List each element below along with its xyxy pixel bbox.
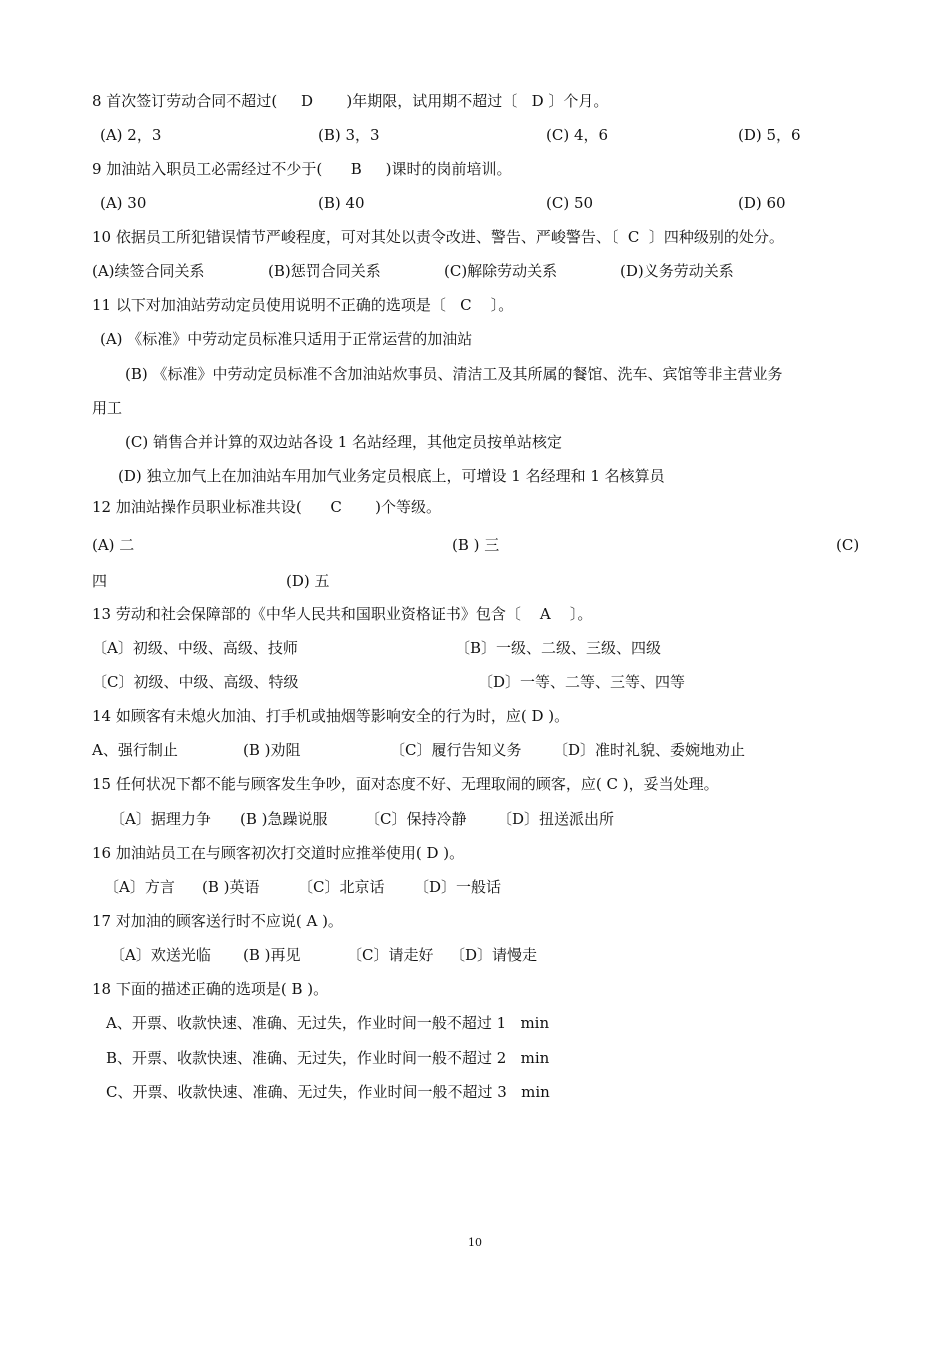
question-11-option-d: (D) 独立加气上在加油站车用加气业务定员根底上，可增设 1 名经理和 1 名核算员	[118, 467, 665, 485]
question-17-option-b: (B )再见	[243, 946, 301, 964]
question-14-option-a: A、强行制止	[92, 741, 178, 759]
question-9-stem: 9 加油站入职员工必需经过不少于( B )课时的岗前培训。	[92, 160, 512, 178]
question-12-option-d: (D) 五	[286, 572, 330, 590]
question-8-option-a: (A) 2，3	[100, 126, 162, 144]
question-17-option-a: 〔A〕欢送光临	[110, 946, 211, 964]
question-9-option-b: (B) 40	[318, 194, 365, 212]
question-15-option-b: (B )急躁说服	[240, 810, 328, 828]
question-15-option-a: 〔A〕据理力争	[110, 810, 211, 828]
question-12-stem: 12 加油站操作员职业标准共设( C )个等级。	[92, 498, 442, 516]
question-13-stem: 13 劳动和社会保障部的《中华人民共和国职业资格证书》包含〔 A 〕。	[92, 605, 593, 623]
question-11-option-b-continued: 用工	[92, 399, 123, 417]
question-10-option-d: (D)义务劳动关系	[620, 262, 734, 280]
question-13-option-b: 〔B〕一级、二级、三级、四级	[455, 639, 662, 657]
question-13-option-d: 〔D〕一等、二等、三等、四等	[478, 673, 686, 691]
question-8-option-d: (D) 5，6	[738, 126, 801, 144]
question-14-option-d: 〔D〕准时礼貌、委婉地劝止	[553, 741, 746, 759]
question-17-option-d: 〔D〕请慢走	[450, 946, 538, 964]
page-number: 10	[468, 1236, 482, 1249]
question-9-option-d: (D) 60	[738, 194, 786, 212]
question-8-option-b: (B) 3，3	[318, 126, 380, 144]
question-15-option-d: 〔D〕扭送派出所	[497, 810, 615, 828]
question-12-option-c-continued: 四	[92, 572, 108, 590]
question-10-option-c: (C)解除劳动关系	[444, 262, 558, 280]
question-15-stem: 15 任何状况下都不能与顾客发生争吵，面对态度不好、无理取闹的顾客，应( C )，妥当处理。	[92, 775, 719, 793]
question-18-option-b: B、开票、收款快速、准确、无过失，作业时间一般不超过 2 min	[106, 1049, 550, 1067]
question-12-option-a: (A) 二	[92, 536, 135, 554]
question-14-option-c: 〔C〕履行告知义务	[390, 741, 522, 759]
question-16-option-a: 〔A〕方言	[104, 878, 175, 896]
question-13-option-c: 〔C〕初级、中级、高级、特级	[92, 673, 299, 691]
question-8-option-c: (C) 4，6	[546, 126, 609, 144]
question-11-option-a: (A) 《标准》中劳动定员标准只适用于正常运营的加油站	[100, 330, 473, 348]
question-10-stem: 10 依据员工所犯错误情节严峻程度，可对其处以责令改进、警告、严峻警告、〔 C 〕四种级别的处分。	[92, 228, 784, 246]
question-8-stem: 8 首次签订劳动合同不超过( D )年期限，试用期不超过〔 D 〕个月。	[92, 92, 609, 110]
question-14-stem: 14 如顾客有未熄火加油、打手机或抽烟等影响安全的行为时，应( D )。	[92, 707, 570, 725]
question-12-option-c: (C)	[836, 536, 860, 554]
question-11-option-c: (C) 销售合并计算的双边站各设 1 名站经理，其他定员按单站核定	[125, 433, 563, 451]
question-13-option-a: 〔A〕初级、中级、高级、技师	[92, 639, 298, 657]
question-18-option-a: A、开票、收款快速、准确、无过失，作业时间一般不超过 1 min	[106, 1014, 550, 1032]
question-10-option-b: (B)惩罚合同关系	[268, 262, 381, 280]
question-18-stem: 18 下面的描述正确的选项是( B )。	[92, 980, 329, 998]
question-11-stem: 11 以下对加油站劳动定员使用说明不正确的选项是〔 C 〕。	[92, 296, 514, 314]
question-16-option-b: (B )英语	[202, 878, 260, 896]
question-10-option-a: (A)续签合同关系	[92, 262, 205, 280]
question-18-option-c: C、开票、收款快速、准确、无过失，作业时间一般不超过 3 min	[106, 1083, 550, 1101]
question-11-option-b: (B) 《标准》中劳动定员标准不含加油站炊事员、清洁工及其所属的餐馆、洗车、宾馆等非主营业务	[125, 365, 783, 383]
question-16-option-d: 〔D〕一般话	[414, 878, 502, 896]
question-9-option-a: (A) 30	[100, 194, 147, 212]
question-14-option-b: (B )劝阻	[243, 741, 301, 759]
question-9-option-c: (C) 50	[546, 194, 594, 212]
question-12-option-b: (B ) 三	[452, 536, 500, 554]
question-16-option-c: 〔C〕北京话	[298, 878, 385, 896]
question-15-option-c: 〔C〕保持冷静	[365, 810, 467, 828]
question-16-stem: 16 加油站员工在与顾客初次打交道时应推举使用( D )。	[92, 844, 465, 862]
question-17-option-c: 〔C〕请走好	[347, 946, 434, 964]
question-17-stem: 17 对加油的顾客送行时不应说( A )。	[92, 912, 343, 930]
